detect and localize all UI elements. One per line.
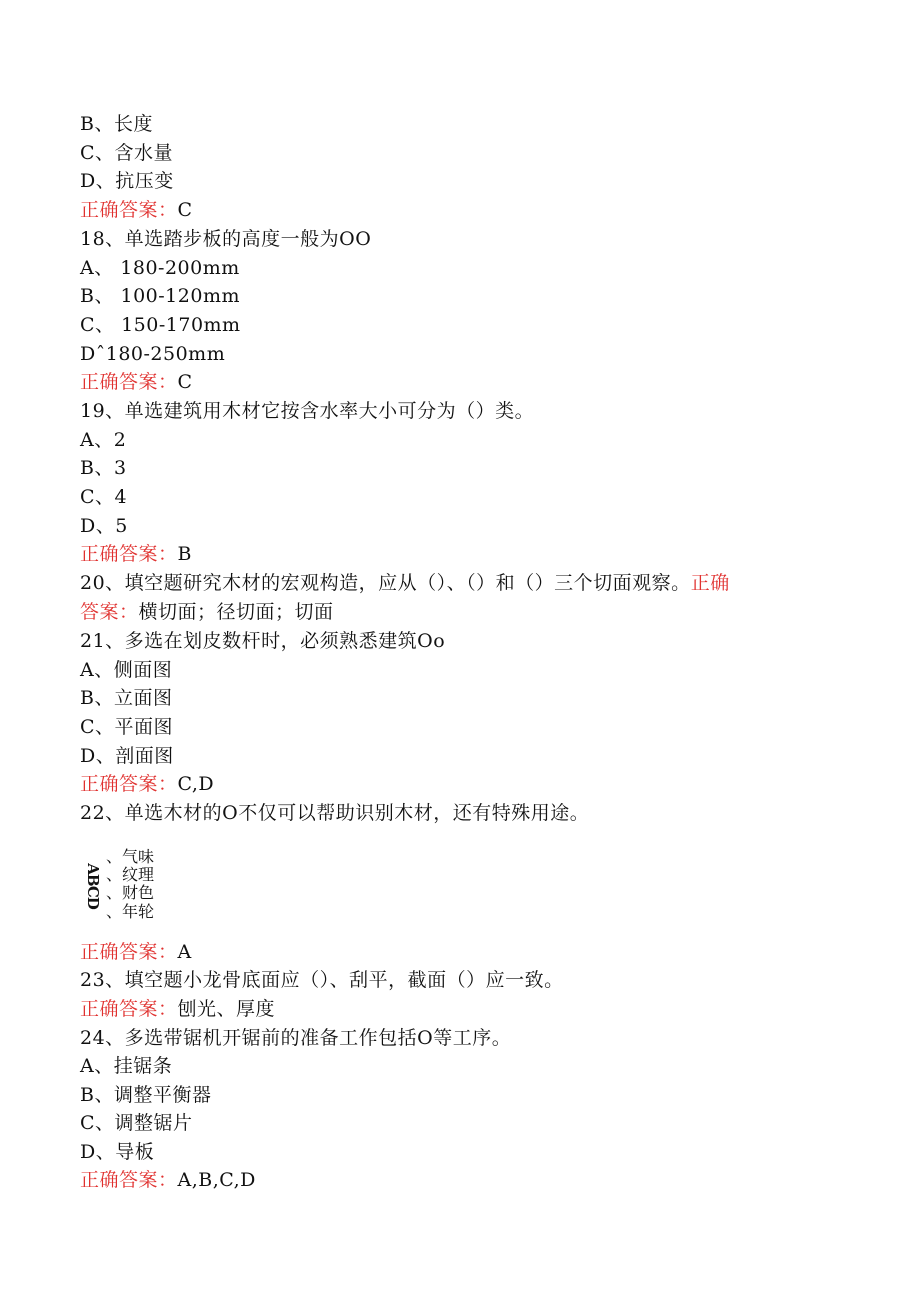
answer-label-part2: 答案： <box>80 601 139 623</box>
q19-option-d: D、5 <box>80 515 128 537</box>
q21-option-b: B、立面图 <box>80 687 173 709</box>
answer-value: C <box>177 371 193 393</box>
q24-option-b: B、调整平衡器 <box>80 1084 212 1106</box>
q17-answer <box>80 196 193 224</box>
q20-answer <box>80 598 334 626</box>
q22-option-d: 、年轮 <box>106 902 155 921</box>
q18-option-b: B、 100-120mm <box>80 285 240 307</box>
q24-option-c: C、调整锯片 <box>80 1112 193 1134</box>
answer-label: 正确答案： <box>80 941 178 963</box>
q24-option-d: D、导板 <box>80 1141 155 1163</box>
q23-answer <box>80 995 275 1023</box>
q22-option-letters: ABCD <box>83 863 102 909</box>
q18-option-a: A、 180-200mm <box>80 257 240 279</box>
answer-value: A,B,C,D <box>177 1169 256 1191</box>
q20-stem-text: 20、填空题研究木材的宏观构造，应从（）、（）和（）三个切面观察。 <box>80 572 691 594</box>
q21-answer <box>80 770 214 798</box>
q24-option-a: A、挂锯条 <box>80 1055 173 1077</box>
q17-option-b: B、长度 <box>80 113 153 135</box>
q19-option-c: C、4 <box>80 486 128 508</box>
q19-stem: 19、单选建筑用木材它按含水率大小可分为（）类。 <box>80 400 535 422</box>
q22-options-block <box>84 848 204 924</box>
answer-label: 正确答案： <box>80 1169 178 1191</box>
q18-option-c: C、 150-170mm <box>80 314 241 336</box>
answer-value: 横切面；径切面；切面 <box>138 601 334 623</box>
q24-answer <box>80 1166 256 1194</box>
q22-option-b: 、纹理 <box>106 865 155 884</box>
q21-option-a: A、侧面图 <box>80 659 173 681</box>
q18-stem: 18、单选踏步板的高度一般为OO <box>80 228 372 250</box>
answer-value: B <box>177 543 192 565</box>
q21-option-c: C、平面图 <box>80 716 174 738</box>
answer-label-part1: 正确 <box>690 572 730 594</box>
q21-option-d: D、剖面图 <box>80 745 174 767</box>
answer-label: 正确答案： <box>80 998 178 1020</box>
q17-option-c: C、含水量 <box>80 142 174 164</box>
q22-option-a: 、气味 <box>106 847 155 866</box>
answer-label: 正确答案： <box>80 199 178 221</box>
q18-answer <box>80 368 193 396</box>
answer-value: A <box>177 941 192 963</box>
q17-option-d: D、抗压变 <box>80 170 174 192</box>
q19-option-b: B、3 <box>80 457 127 479</box>
q24-stem: 24、多选带锯机开锯前的准备工作包括O等工序。 <box>80 1027 512 1049</box>
q22-answer <box>80 938 192 966</box>
answer-value: C <box>177 199 193 221</box>
q22-option-c: 、财色 <box>106 883 155 902</box>
q18-option-d: Dˆ180-250mm <box>80 343 226 365</box>
answer-label: 正确答案： <box>80 371 178 393</box>
q23-stem: 23、填空题小龙骨底面应（）、刮平，截面（）应一致。 <box>80 969 564 991</box>
q20-stem <box>80 569 730 597</box>
answer-value: 刨光、厚度 <box>177 998 276 1020</box>
answer-value: C,D <box>177 773 215 795</box>
answer-label: 正确答案： <box>80 543 178 565</box>
q22-stem: 22、单选木材的O不仅可以帮助识别木材，还有特殊用途。 <box>80 802 590 824</box>
answer-label: 正确答案： <box>80 773 178 795</box>
q19-answer <box>80 540 192 568</box>
q21-stem: 21、多选在划皮数杆时，必须熟悉建筑Oo <box>80 630 446 652</box>
q19-option-a: A、2 <box>80 429 127 451</box>
